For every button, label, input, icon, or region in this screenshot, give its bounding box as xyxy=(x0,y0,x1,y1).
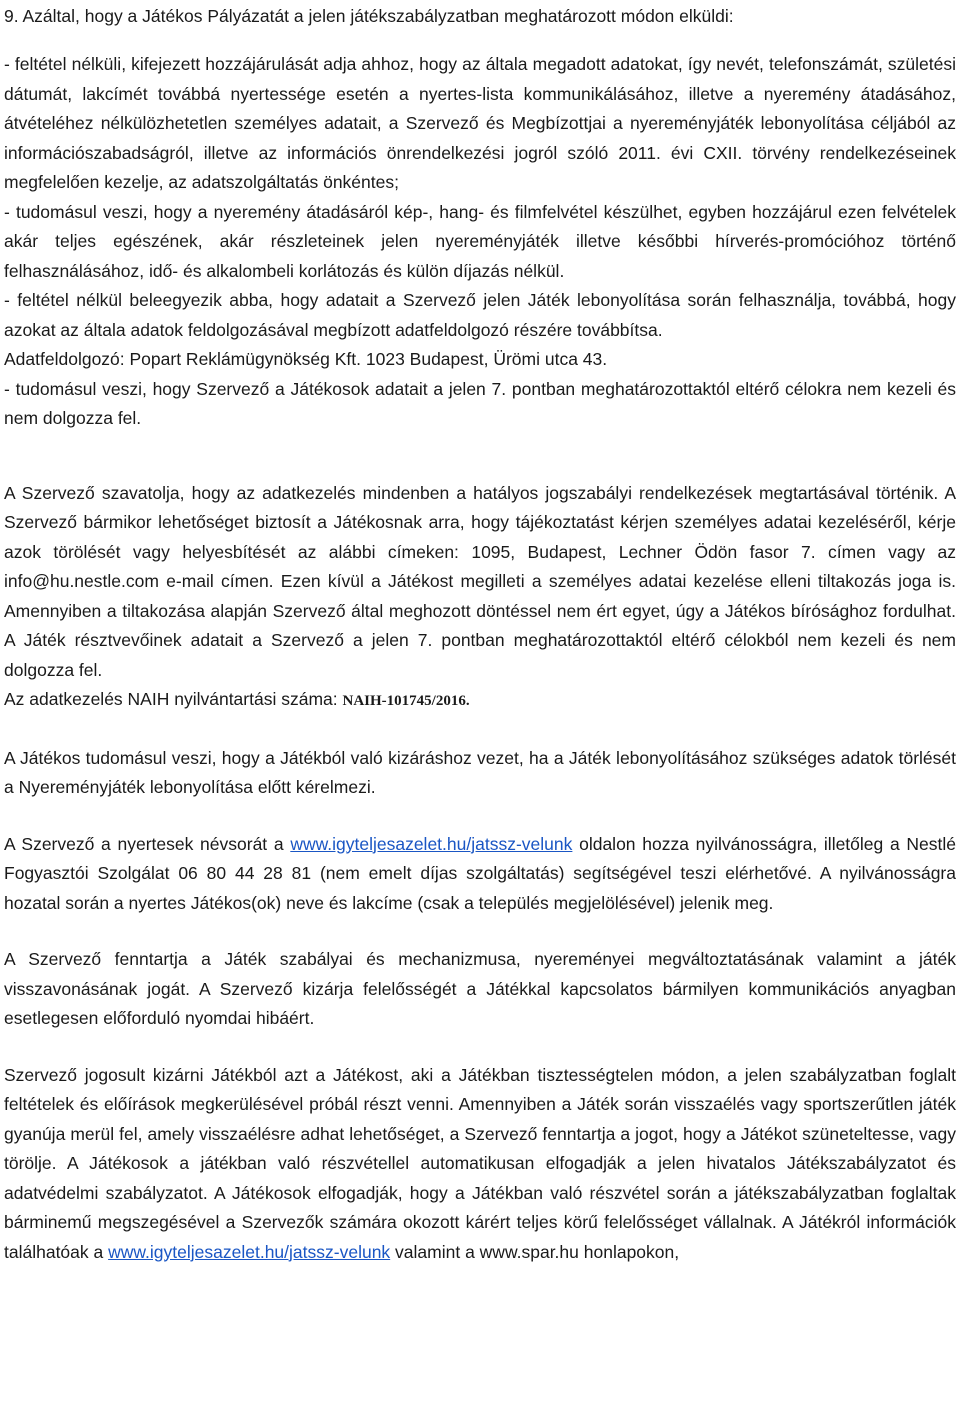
winners-website-link[interactable]: www.igyteljesazelet.hu/jatssz-velunk xyxy=(290,833,573,854)
paragraph-rights: A Szervező fenntartja a Játék szabályai és mechanizmusa, nyereményei megváltoztatásának valamint a játék visszavonásának jogát. A Szervező kizárja felelősségét a Játékkal kapcsolatos bármilyen kommunikációs anyagban esetlegesen előforduló nyomdai hibáért. xyxy=(4,949,956,1028)
winners-text-after: oldalon hozza nyilvánosságra, illetőleg a Nestlé Fogyasztói Szolgálat 06 80 44 28 81 (nem emelt díjas szolgáltatás) segítségével teszi elérhetővé. A nyilvánosságra hozatal során a nyertes Játékos(ok) neve és lakcíme (csak a település megjelölésével) jelenik meg. xyxy=(4,833,956,913)
data-processor-line: Adatfeldolgozó: Popart Reklámügynökség Kft. 1023 Budapest, Ürömi utca 43. xyxy=(4,349,608,369)
list-item-processing-consent: - feltétel nélkül beleegyezik abba, hogy adatait a Szervező jelen Játék lebonyolítása során felhasználja, továbbá, hogy azokat az általa adatok feldolgozásával megbízott adatfeldolgozó részére továbbítsa. xyxy=(4,290,956,340)
winners-text-before: A Szervező a nyertesek névsorát a xyxy=(4,833,291,854)
list-item-data-consent: - feltétel nélküli, kifejezett hozzájárulását adja ahhoz, hogy az általa megadott adatokat, így nevét, telefonszámát, születési dátumát, lakcímét továbbá nyertessége esetén a nyertes-lista kommunikálásához, illetve a nyeremény átadásához, átvételéhez nélkülözhetetlen személyes adatait, a Szervező és Megbízottjai a nyereményjáték lebonyolítása céljából az információszabadságról, illetve az információs önrendelkezési jogról szóló 2011. évi CXII. törvény rendelkezéseinek megfelelően kezelje, az adatszolgáltatás önkéntes; xyxy=(4,54,956,192)
spacer xyxy=(4,1034,956,1061)
paragraph-data-protection: A Szervező szavatolja, hogy az adatkezelés mindenben a hatályos jogszabályi rendelkezések megtartásával történik. A Szervező bármikor lehetőséget biztosít a Játékosnak arra, hogy tájékoztatást kérjen személyes adatai kezeléséről, kérje azok törölését vagy helyesbítését az alábbi címeken: 1095, Budapest, Lechner Ödön fasor 7. címen vagy az info@hu.nestle.com e-mail címen. Ezen kívül a Játékost megilleti a személyes adatai kezelése elleni tiltakozás joga is. Amennyiben a tiltakozása alapján Szervező által meghozott döntéssel nem ért egyet, úgy a Játékos bírósághoz fordulhat. A Játék résztvevőinek adatait a Szervező a jelen 7. pontban meghatározottaktól eltérő célokból nem kezeli és nem dolgozza fel. xyxy=(4,482,956,680)
list-item-purpose-limit: - tudomásul veszi, hogy Szervező a Játékosok adatait a jelen 7. pontban meghatározottaktól eltérő célokra nem kezeli és nem dolgozza fel. xyxy=(4,378,956,428)
spacer xyxy=(4,434,956,479)
spacer xyxy=(4,31,956,50)
spacer xyxy=(4,803,956,830)
list-item-media-consent: - tudomásul veszi, hogy a nyeremény átadásáról kép-, hang- és filmfelvétel készülhet, egyben hozzájárul ezen felvételek akár teljes egészének, akár részleteinek jelen nyereményjáték illetve későbbi hírverés-promócióhoz történő felhasználásához, idő- és alkalombeli korlátozás és külön díjazás nélkül. xyxy=(4,201,956,281)
paragraph-winners xyxy=(4,830,956,919)
paragraph-final xyxy=(4,1061,956,1268)
final-text: Szervező jogosult kizárni Játékból azt a Játékost, aki a Játékban tisztességtelen módon, a jelen szabályzatban foglalt feltételek és előírások megkerülésével próbál részt venni. Amennyiben a Játék során visszaélés vagy sportszerűtlen játék gyanúja merül fel, amely visszaélésre adhat lehetőséget, a Szervező fenntartja a jogot, hogy a Játékot szüneteltesse, vagy törölje. A Játékosok a játékban való részvétellel automatikusan elfogadják a jelen hivatalos Játékszabályzatot és adatvédelmi szabályzatot. A Játékosok elfogadják, hogy a Játékban való részvétel során a játékszabályzatban foglaltak bárminemű megszegésével a Szervezők számára okozott kárért teljes körű felelősséget vállalnak. A Játékról információk találhatóak a xyxy=(4,1064,956,1262)
spacer xyxy=(4,717,956,744)
naih-number: NAIH-101745/2016. xyxy=(342,693,470,709)
paragraph-exclusion: A Játékos tudomásul veszi, hogy a Játékból való kizáráshoz vezet, ha a Játék lebonyolításához szükséges adatok törlését a Nyereményjáték lebonyolítása előtt kérelmezi. xyxy=(4,747,956,797)
final-website-link[interactable]: www.igyteljesazelet.hu/jatssz-velunk xyxy=(108,1241,391,1262)
naih-label: Az adatkezelés NAIH nyilvántartási száma: xyxy=(4,689,343,709)
spacer xyxy=(4,918,956,945)
section-heading: 9. Azáltal, hogy a Játékos Pályázatát a jelen játékszabályzatban meghatározott módon elküldi: xyxy=(4,6,734,26)
naih-line xyxy=(4,685,956,717)
final-text-after: valamint a www.spar.hu honlapokon, xyxy=(390,1241,680,1262)
